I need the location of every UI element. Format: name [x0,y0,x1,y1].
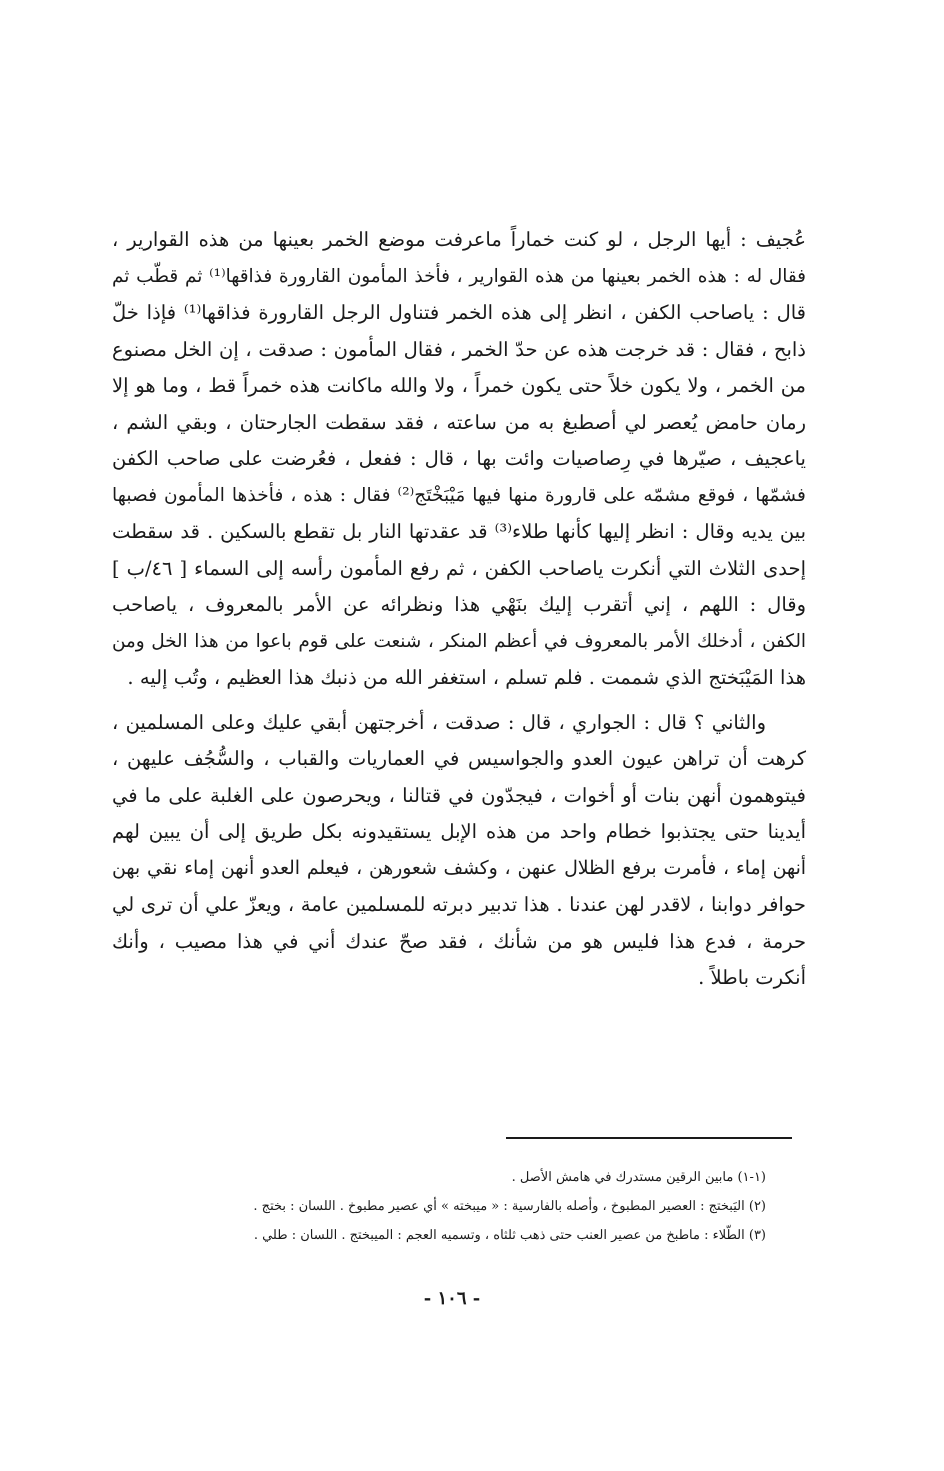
footnote-separator [506,1137,792,1139]
text-line: وقال : اللهم ، إني أتقرب إليك بنَهْي هذا ونظرائه عن الأمر بالمعروف ، ياصاحب [112,593,806,616]
text-line: ياعجيف ، صيّرها في رِصاصيات وائت بها ، قال : ففعل ، فعُرضت على صاحب الكفن [112,447,806,470]
text-line: ذابح ، فقال : قد خرجت هذه عن حدّ الخمر ، فقال المأمون : صدقت ، إن الخل مصنوع [112,337,806,361]
text-line: حوافر دوابنا ، لاقدر لهن عندنا . هذا تدبير دبرته للمسلمين عامة ، ويعزّ علي أن ترى لي [112,893,806,916]
footnotes [140,1163,766,1250]
main-text [112,222,806,997]
footnote-3: (٣) الطّلاء : ماطبخ من عصير العنب حتى ذهب ثلثاه ، وتسميه العجم : الميبختج . اللسان : طلي . [253,1228,766,1243]
text-line: من الخمر ، ولا يكون خلاً حتى يكون خمراً ، ولا والله ماكانت هذه خمراً قط ، وما هو إلا [112,374,806,397]
text-line: أيدينا حتى يجتذبوا خطام واحد من هذه الإبل يستقيدونه بكل طريق إلى أن يبين لهم [112,820,806,843]
text-line: حرمة ، فدع هذا فليس هو من شأنك ، فقد صحّ عندك أني في هذا مصيب ، وأنك [112,929,806,953]
text-line: فقال له : هذه الخمر بعينها من هذه القوارير ، فأخذ المأمون القارورة فذاقها⁽¹⁾ ثم قطّب ثم [112,265,806,287]
text-line: هذا المَيْبَختج الذي شممت . فلم تسلم ، استغفر الله من ذنبك هذا العظيم ، وتُب إليه . [127,666,806,689]
footnote-2: (٢) اليَبختج : العصير المطبوخ ، وأصله بالفارسية : « ميبخته » أي عصير مطبوخ . اللسان : بختج . [253,1199,766,1214]
text-line: فشمّها ، فوقع مشمّه على قارورة منها فيها مَيْبَخْتَج⁽²⁾ فقال : هذه ، فأخذها المأمون فصبها [112,484,806,506]
text-line: رمان حامض يُعصر لي أصطبغ به من ساعته ، فقد سقطت الجارحتان ، وبقي الشم ، [112,410,806,434]
text-line: عُجيف : أيها الرجل ، لو كنت خماراً ماعرفت موضع الخمر بعينها من هذه القوارير ، [112,228,806,251]
text-line: كرهت أن تراهن عيون العدو والجواسيس في العماريات والقباب ، والسُّجُف عليهن ، [112,747,806,770]
text-line: إحدى الثلاث التي أنكرت ياصاحب الكفن ، ثم رفع المأمون رأسه إلى السماء [ ٤٦/ب ] [112,556,807,580]
text-line: أنكرت باطلاً . [698,966,806,989]
footnote-1: (١-١) مابين الرقين مستدرك في هامش الأصل . [511,1170,766,1185]
paragraph-2 [112,705,806,997]
text-line: فيتوهمون أنهن بنات أو أخوات ، فيجدّون في قتالنا ، ويحرصون على الغلبة على ما في [112,783,806,807]
text-line: قال : ياصاحب الكفن ، انظر إلى هذه الخمر فتناول الرجل القارورة فذاقها⁽¹⁾ فإذا خلّ [112,301,806,324]
text-line: والثاني ؟ قال : الجواري ، قال : صدقت ، أخرجتهن أبقي عليك وعلى المسلمين ، [112,710,766,734]
text-line: بين يديه وقال : انظر إليها كأنها طلاء⁽³⁾ قد عقدتها النار بل تقطع بالسكين . قد سقطت [112,520,806,543]
page-number: - ١٠٦ - [423,1288,481,1309]
paragraph-gap [112,697,806,705]
text-line: الكفن ، أدخلك الأمر بالمعروف في أعظم المنكر ، شنعت على قوم باعوا من هذا الخل ومن [112,630,806,652]
paragraph-1 [112,222,806,697]
text-line: أنهن إماء ، فأمرت برفع الظلال عنهن ، وكشف شعورهن ، فيعلم العدو أنهن إماء نقي بهن [112,857,806,879]
